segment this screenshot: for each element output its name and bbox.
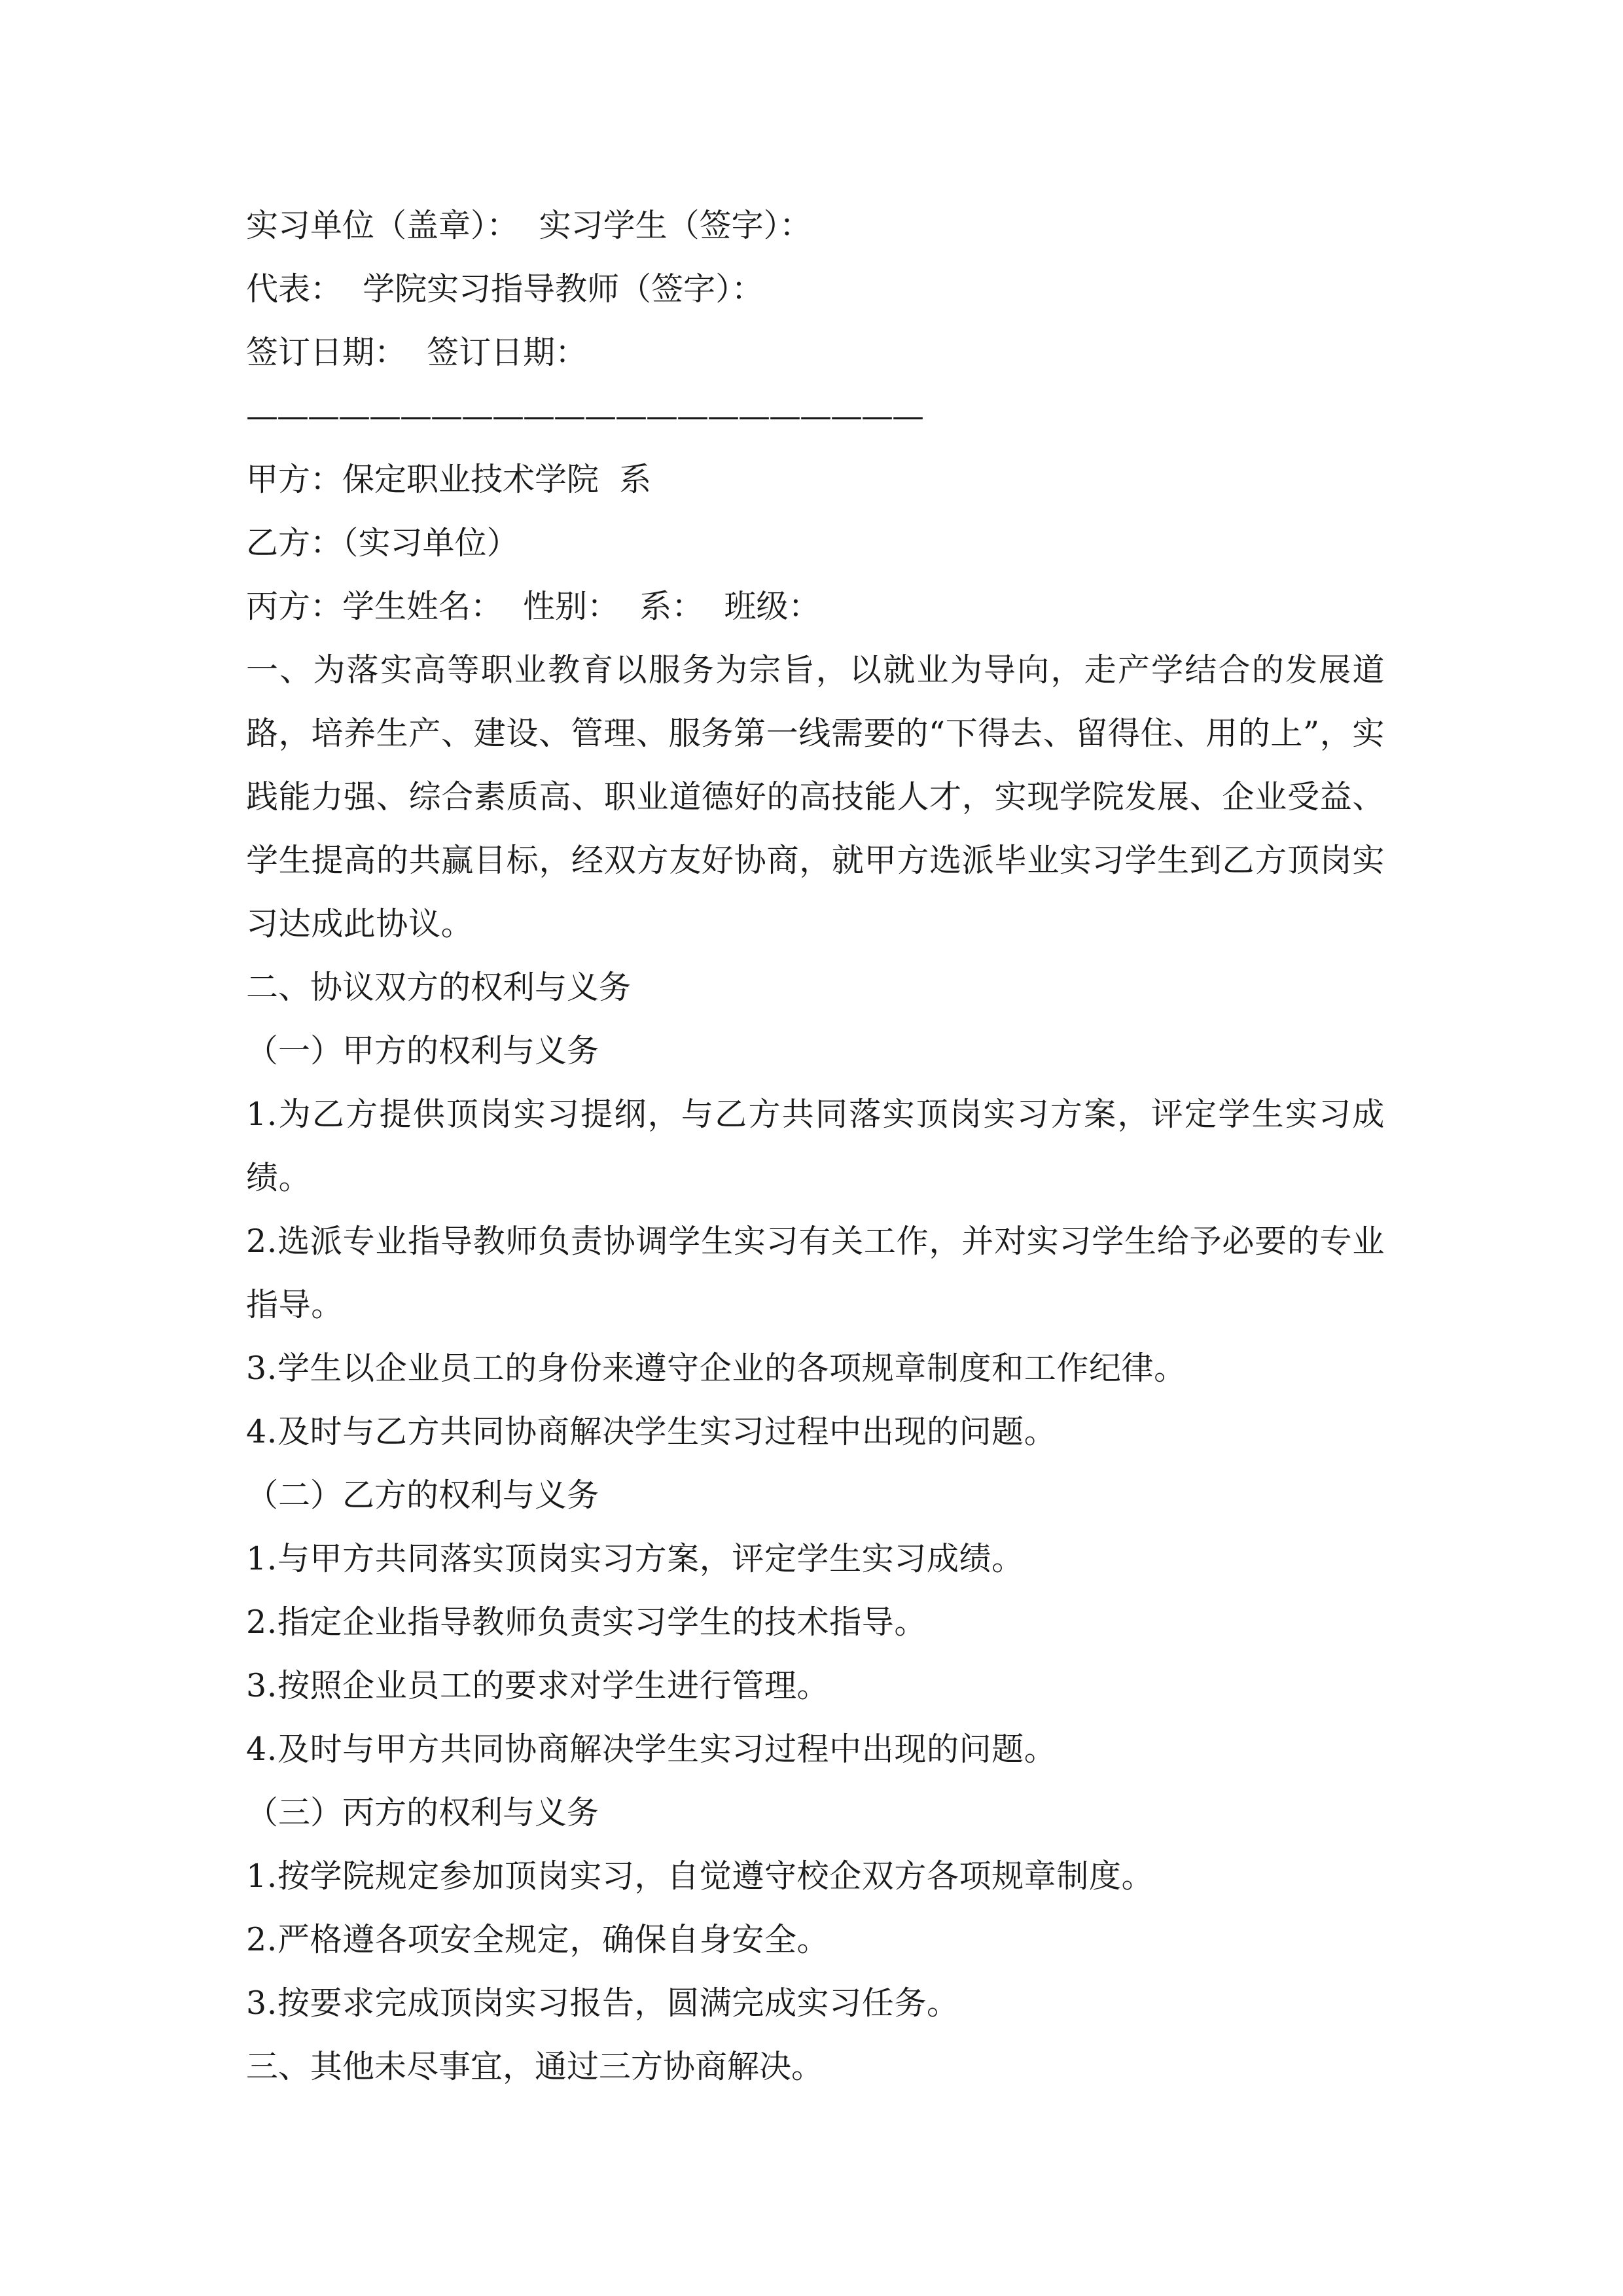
party-a-rights-heading: （一）甲方的权利与义务 xyxy=(246,1032,599,1069)
section-3-paragraph: 三、其他未尽事宜，通过三方协商解决。 xyxy=(246,2048,824,2085)
party-b-item: 2.指定企业指导教师负责实习学生的技术指导。 xyxy=(246,1604,927,1641)
party-b-item: 3.按照企业员工的要求对学生进行管理。 xyxy=(246,1667,830,1704)
separator-rule: —————————————————————— xyxy=(246,397,923,435)
party-c-item: 1.按学院规定参加顶岗实习，自觉遵守校企双方各项规章制度。 xyxy=(246,1857,1154,1895)
party-a-item: 2.选派专业指导教师负责协调学生实习有关工作，并对实习学生给予必要的专业指导。 xyxy=(246,1223,1385,1323)
party-b-item: 4.及时与甲方共同协商解决学生实习过程中出现的问题。 xyxy=(246,1731,1057,1768)
party-a-item: 1.为乙方提供顶岗实习提纲，与乙方共同落实顶岗实习方案，评定学生实习成绩。 xyxy=(246,1096,1385,1196)
party-a-item: 3.学生以企业员工的身份来遵守企业的各项规章制度和工作纪律。 xyxy=(246,1350,1186,1387)
signature-line-representative-teacher: 代表： 学院实习指导教师（签字）： xyxy=(246,270,764,308)
signature-line-unit-student: 实习单位（盖章）： 实习学生（签字）： xyxy=(246,207,812,244)
party-b-line: 乙方：（实习单位） xyxy=(246,524,519,562)
party-a-item: 4.及时与乙方共同协商解决学生实习过程中出现的问题。 xyxy=(246,1413,1057,1450)
party-c-line: 丙方：学生姓名： 性别： 系： 班级： xyxy=(246,588,821,625)
party-c-item: 3.按要求完成顶岗实习报告，圆满完成实习任务。 xyxy=(246,1984,959,2022)
section-2-heading: 二、协议双方的权利与义务 xyxy=(246,969,632,1006)
party-b-item: 1.与甲方共同落实顶岗实习方案，评定学生实习成绩。 xyxy=(246,1540,1024,1577)
party-c-item: 2.严格遵各项安全规定，确保自身安全。 xyxy=(246,1921,830,1958)
party-c-rights-heading: （三）丙方的权利与义务 xyxy=(246,1794,599,1831)
party-a-line: 甲方：保定职业技术学院 系 xyxy=(246,461,652,498)
signature-line-dates: 签订日期： 签订日期： xyxy=(246,334,588,371)
party-b-rights-heading: （二）乙方的权利与义务 xyxy=(246,1477,599,1514)
section-1-paragraph: 一、为落实高等职业教育以服务为宗旨，以就业为导向，走产学结合的发展道路，培养生产、建设、管理、服务第一线需要的“下得去、留得住、用的上”，实践能力强、综合素质高、职业道德好的高技能人才，实现学院发展、企业受益、学生提高的共赢目标，经双方友好协商，就甲方选派毕业实习学生到乙方顶岗实习达成此协议。 xyxy=(246,651,1385,942)
document-body xyxy=(246,194,1385,2098)
